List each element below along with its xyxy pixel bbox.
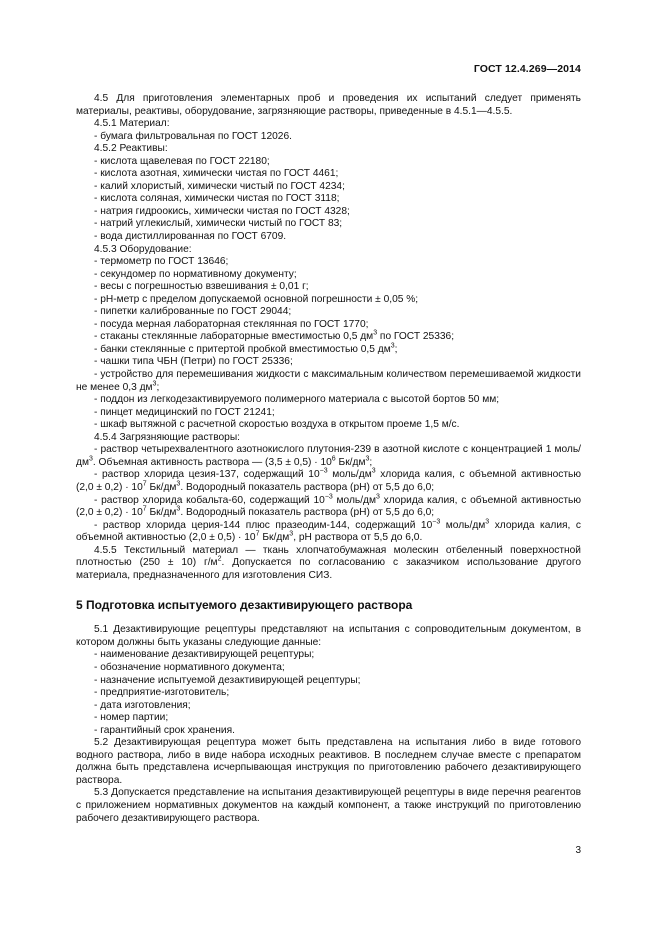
superscript: 3 — [371, 468, 376, 476]
text-run: - раствор четырехвалентного азотнокислого плутония-239 в азотной кислоте с концентрацией 1 моль/дм — [76, 444, 581, 468]
superscript: 3 — [176, 505, 181, 513]
text-run: 4.5.5 Текстильный материал — ткань хлопчатобумажная молескин отбеленный поверхностной плотностью (250 ± 10) г/м — [76, 544, 581, 569]
list-item: - шкаф вытяжной с расчетной скоростью воздуха в открытом проеме 1,5 м/с. — [94, 419, 460, 431]
superscript: −3 — [432, 518, 441, 526]
text-run: . Водородный показатель раствора (рН) от 5,5 до 6,0; — [180, 481, 435, 493]
list-item: - поддон из легкодезактивируемого полимерного материала с высотой бортов 50 мм; — [94, 394, 500, 406]
text-run: Бк/дм — [259, 532, 290, 544]
list-item: - натрия гидроокись, химически чистая по ГОСТ 4328; — [94, 205, 350, 217]
list-item-cesium — [76, 469, 581, 494]
list-item: - наименование дезактивирующей рецептуры; — [94, 649, 315, 661]
superscript: 3 — [365, 455, 370, 463]
text-run: - устройство для перемешивания жидкости с максимальным количеством перемешиваемой жидкости не менее 0,3 дм — [76, 369, 581, 393]
text-run: . Допускается по согласованию с заказчиком использование другого материала, предназначенного для изготовления СИЗ. — [76, 557, 581, 581]
list-item-plutonium — [76, 444, 581, 469]
superscript: 3 — [289, 530, 294, 538]
text-run: ; — [156, 381, 160, 393]
paragraph-5-1: 5.1 Дезактивирующие рецептуры представляют на испытания с сопроводительным документом, в котором должны быть указаны следующие данные: — [76, 624, 581, 648]
superscript: 3 — [376, 493, 380, 501]
list-item: - номер партии; — [94, 712, 169, 724]
superscript: 7 — [255, 530, 260, 538]
paragraph-4-5-5 — [76, 545, 581, 583]
list-item-jars — [76, 344, 581, 357]
list-item: - посуда мерная лабораторная стеклянная по ГОСТ 1770; — [94, 318, 369, 330]
text-run: - банки стеклянные с притертой пробкой вместимостью 0,5 дм — [94, 343, 391, 355]
text-run: моль/дм — [332, 494, 377, 506]
list-item: - гарантийный срок хранения. — [94, 724, 235, 736]
text-run: Бк/дм — [335, 456, 366, 468]
list-item: - вода дистиллированная по ГОСТ 6709. — [94, 231, 287, 243]
text-run: - стаканы стеклянные лабораторные вместимостью 0,5 дм — [94, 331, 374, 343]
list-item: - натрий углекислый, химически чистый по ГОСТ 83; — [94, 218, 343, 230]
page-number: 3 — [575, 845, 581, 856]
text-run: , рН раствора от 5,5 до 6,0. — [293, 532, 423, 544]
superscript: 3 — [485, 518, 490, 526]
text-run: ; — [369, 456, 373, 468]
paragraph-5-3: 5.3 Допускается представление на испытания дезактивирующей рецептуры в виде перечня реагентов с приложением нормативных документов на каждый компонент, а также инструкций по приготовлению рабочего дезактивирующего раствора. — [76, 787, 581, 824]
text-run: Бк/дм — [146, 481, 177, 493]
paragraph-4-5-2: 4.5.2 Реактивы: — [94, 143, 168, 155]
text-run: - раствор хлорида церия-144 плюс празеодим-144, содержащий 10 — [94, 519, 433, 531]
superscript: −3 — [324, 493, 333, 501]
list-item-cerium — [76, 520, 581, 545]
superscript: 3 — [88, 455, 93, 463]
list-item: - пинцет медицинский по ГОСТ 21241; — [94, 406, 275, 418]
list-item: - калий хлористый, химически чистый по ГОСТ 4234; — [94, 180, 345, 192]
text-run: - раствор хлорида цезия-137, содержащий 10 — [94, 469, 320, 481]
list-item: - рН-метр с пределом допускаемой основной погрешности ± 0,05 %; — [94, 293, 419, 305]
list-item: - дата изготовления; — [94, 699, 191, 711]
list-item-cobalt — [76, 495, 581, 520]
superscript: 3 — [373, 330, 378, 337]
text-run: ; — [394, 343, 398, 355]
paragraph-5-2: 5.2 Дезактивирующая рецептура может быть представлена на испытания либо в виде готового водного раствора, либо в виде набора исходных реактивов. В последнем случае вместе с препаратом должна быть представлена исчерпывающая инструкция по приготовлению рабочего дезактивирующего раствора. — [76, 737, 581, 786]
list-item: - термометр по ГОСТ 13646; — [94, 256, 229, 268]
paragraph-4-5-4: 4.5.4 Загрязняющие растворы: — [94, 431, 240, 443]
document-body — [76, 93, 581, 825]
document-code-header: ГОСТ 12.4.269—2014 — [473, 63, 581, 75]
superscript: 6 — [331, 455, 336, 463]
text-run: . Объемная активность раствора — (3,5 ± 0,5) · 10 — [92, 456, 332, 468]
superscript: 3 — [152, 380, 157, 388]
text-run: по ГОСТ 25336; — [377, 331, 455, 343]
list-item: - кислота соляная, химически чистая по ГОСТ 3118; — [94, 193, 340, 205]
list-item: - назначение испытуемой дезактивирующей рецептуры; — [94, 674, 361, 686]
superscript: 2 — [217, 555, 222, 563]
superscript: 7 — [142, 505, 147, 513]
paragraph-4-5-3: 4.5.3 Оборудование: — [94, 243, 192, 255]
list-item-mixer — [76, 369, 581, 394]
list-item: - секундомер по нормативному документу; — [94, 268, 297, 280]
text-run: моль/дм — [327, 469, 372, 481]
list-item: - весы с погрешностью взвешивания ± 0,01 г; — [94, 281, 309, 293]
superscript: 3 — [176, 480, 181, 488]
list-item: - кислота щавелевая по ГОСТ 22180; — [94, 155, 270, 167]
list-item: - предприятие-изготовитель; — [94, 687, 230, 699]
paragraph-4-5-1: 4.5.1 Материал: — [94, 118, 170, 130]
list-item: - бумага фильтровальная по ГОСТ 12026. — [94, 130, 292, 142]
superscript: −3 — [319, 468, 328, 476]
text-run: хлорида калия, с объемной активностью (2,0 ± 0,5) · 10 — [76, 519, 581, 544]
text-run: хлорида калия, с объемной активностью (2,0 ± 0,2) · 10 — [76, 469, 581, 493]
list-item: - пипетки калиброванные по ГОСТ 29044; — [94, 306, 292, 318]
text-run: Бк/дм — [146, 507, 177, 519]
list-item-beakers — [76, 331, 581, 344]
superscript: 3 — [390, 342, 395, 350]
superscript: 7 — [142, 480, 147, 488]
list-item: - чашки типа ЧБН (Петри) по ГОСТ 25336; — [94, 356, 293, 368]
text-run: - раствор хлорида кобальта-60, содержащий 10 — [94, 494, 325, 506]
list-item: - обозначение нормативного документа; — [94, 661, 285, 673]
section-5-heading: 5 Подготовка испытуемого дезактивирующего раствора — [76, 598, 413, 613]
paragraph-4-5: 4.5 Для приготовления элементарных проб и проведения их испытаний следует применять материалы, реактивы, оборудование, загрязняющие растворы, приведенные в 4.5.1—4.5.5. — [76, 93, 581, 117]
text-run: моль/дм — [440, 519, 486, 531]
text-run: . Водородный показатель раствора (рН) от 5,5 до 6,0; — [180, 507, 435, 519]
text-run: хлорида калия, с объемной активностью (2,0 ± 0,2) · 10 — [76, 494, 581, 519]
list-item: - кислота азотная, химически чистая по ГОСТ 4461; — [94, 168, 339, 180]
